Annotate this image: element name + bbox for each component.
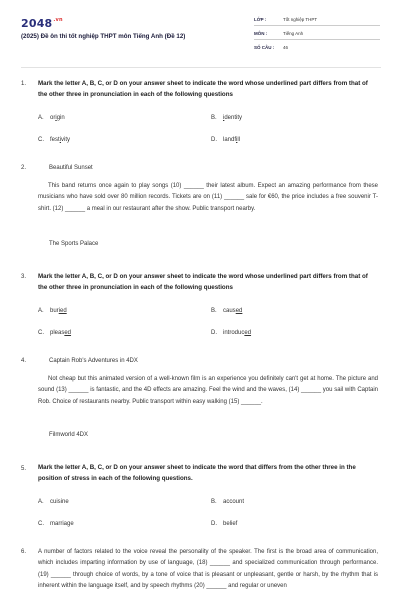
option-letter: D. bbox=[211, 330, 217, 336]
question-number: 4. bbox=[21, 358, 27, 364]
underlined-part: ed bbox=[244, 330, 252, 336]
option-a[interactable] bbox=[38, 115, 65, 121]
underlined-part: i bbox=[223, 115, 225, 121]
option-letter: B. bbox=[211, 115, 217, 121]
question-number: 6. bbox=[21, 549, 27, 555]
option-letter: B. bbox=[211, 499, 217, 505]
meta-divider bbox=[254, 39, 380, 40]
option-text: or bbox=[50, 115, 56, 121]
page-header bbox=[0, 0, 400, 60]
option-a[interactable] bbox=[38, 308, 67, 314]
option-letter: A. bbox=[38, 308, 44, 314]
option-text: belief bbox=[223, 521, 238, 527]
logo-text: 2048 bbox=[21, 17, 53, 30]
option-letter: D. bbox=[211, 137, 217, 143]
passage-signature: The Sports Palace bbox=[49, 241, 99, 247]
option-d[interactable] bbox=[211, 137, 240, 143]
underlined-part: i bbox=[236, 137, 238, 143]
option-text: marriage bbox=[50, 521, 74, 527]
meta-divider bbox=[254, 25, 380, 26]
option-text: account bbox=[223, 499, 245, 505]
option-b[interactable] bbox=[211, 115, 242, 121]
question-number: 5. bbox=[21, 466, 27, 472]
option-text: dentity bbox=[224, 115, 243, 121]
underlined-part: ed bbox=[235, 308, 243, 314]
underlined-part: ied bbox=[58, 308, 67, 314]
option-letter: D. bbox=[211, 521, 217, 527]
question-number: 1. bbox=[21, 81, 27, 87]
option-letter: C. bbox=[38, 330, 44, 336]
option-text: bur bbox=[50, 308, 59, 314]
question-stem: Mark the letter A, B, C, or D on your answer sheet to indicate the word that differs from the other three in the position of stress in each of the following questions. bbox=[38, 464, 356, 482]
meta-count-key: SỐ CÂU : bbox=[254, 45, 275, 50]
passage-text: Not cheap but this animated version of a well-known film is an experience you definitely can't get at home. The picture and sound (13) ______ is fantastic, and the 4D effects are amazing. Feel the wind and the waves, (14) ______ you sail with Captain Rob. Choice of restaurants nearby. Public transport within easy walking (15) ______. bbox=[38, 376, 378, 405]
question-number: 3. bbox=[21, 274, 27, 280]
option-b[interactable] bbox=[211, 499, 244, 505]
underlined-part: ed bbox=[64, 330, 72, 336]
question-number: 2. bbox=[21, 165, 27, 171]
question-stem: Mark the letter A, B, C, or D on your answer sheet to indicate the word whose underlined part differs from that of the other three in pronunciation in each of the following questions bbox=[38, 273, 368, 291]
logo-suffix: .vn bbox=[53, 17, 63, 23]
passage-title: Captain Rob's Adventures in 4DX bbox=[49, 358, 138, 364]
underlined-part: i bbox=[59, 137, 62, 143]
option-a[interactable] bbox=[38, 499, 69, 505]
passage-text: This band returns once again to play songs (10) ______ their latest album. Expect an amazing performance from these musicians who have sold over 80 million records. Tickets are on (11) ______ sale for €60, the price includes a free souvenir T-shirt. (12) ______ a meal in our restaurant after the show. Public transport nearby. bbox=[38, 183, 378, 212]
meta-subject-key: MÔN : bbox=[254, 31, 268, 36]
meta-count-value: 46 bbox=[283, 45, 289, 50]
meta-class-key: LỚP : bbox=[254, 17, 267, 22]
option-letter: A. bbox=[38, 115, 44, 121]
option-letter: A. bbox=[38, 499, 44, 505]
option-b[interactable] bbox=[211, 308, 242, 314]
passage-text: A number of factors related to the voice reveal the personality of the speaker. The first is the broad area of communication, which includes imparting information by use of language, (18) ______ and specialized communication through performance. (19) ______ through choice of words, by a tone of voice that is pleasant or unpleasant, gentle or harsh, by the rhythm that is inherent within the language itself, and by speech rhythms (20) ______ and regular or uneven bbox=[38, 549, 378, 590]
option-text: caus bbox=[223, 308, 236, 314]
site-logo[interactable] bbox=[21, 17, 63, 30]
option-d[interactable] bbox=[211, 330, 251, 336]
meta-subject-value: Tiếng Anh bbox=[283, 31, 304, 36]
option-letter: B. bbox=[211, 308, 217, 314]
option-text: gin bbox=[56, 115, 65, 121]
option-letter: C. bbox=[38, 137, 44, 143]
option-letter: C. bbox=[38, 521, 44, 527]
passage-signature: Filmworld 4DX bbox=[49, 432, 89, 438]
option-text: cuisine bbox=[50, 499, 69, 505]
option-c[interactable] bbox=[38, 330, 71, 336]
option-text: vity bbox=[61, 137, 71, 143]
option-text: pleas bbox=[50, 330, 65, 336]
option-c[interactable] bbox=[38, 521, 74, 527]
option-text: landf bbox=[223, 137, 237, 143]
meta-class-value: Tốt nghiệp THPT bbox=[283, 17, 318, 22]
option-c[interactable] bbox=[38, 137, 70, 143]
exam-title: (2025) Đề ôn thi tốt nghiệp THPT môn Tiếng Anh (Đề 12) bbox=[21, 33, 186, 40]
option-d[interactable] bbox=[211, 521, 237, 527]
header-divider bbox=[21, 67, 381, 68]
option-text: ll bbox=[237, 137, 241, 143]
underlined-part: i bbox=[55, 115, 57, 121]
passage-title: Beautiful Sunset bbox=[49, 165, 93, 171]
option-text: introduc bbox=[223, 330, 245, 336]
option-text: fest bbox=[50, 137, 60, 143]
question-stem: Mark the letter A, B, C, or D on your answer sheet to indicate the word whose underlined part differs from that of the other three in pronunciation in each of the following questions bbox=[38, 80, 368, 98]
